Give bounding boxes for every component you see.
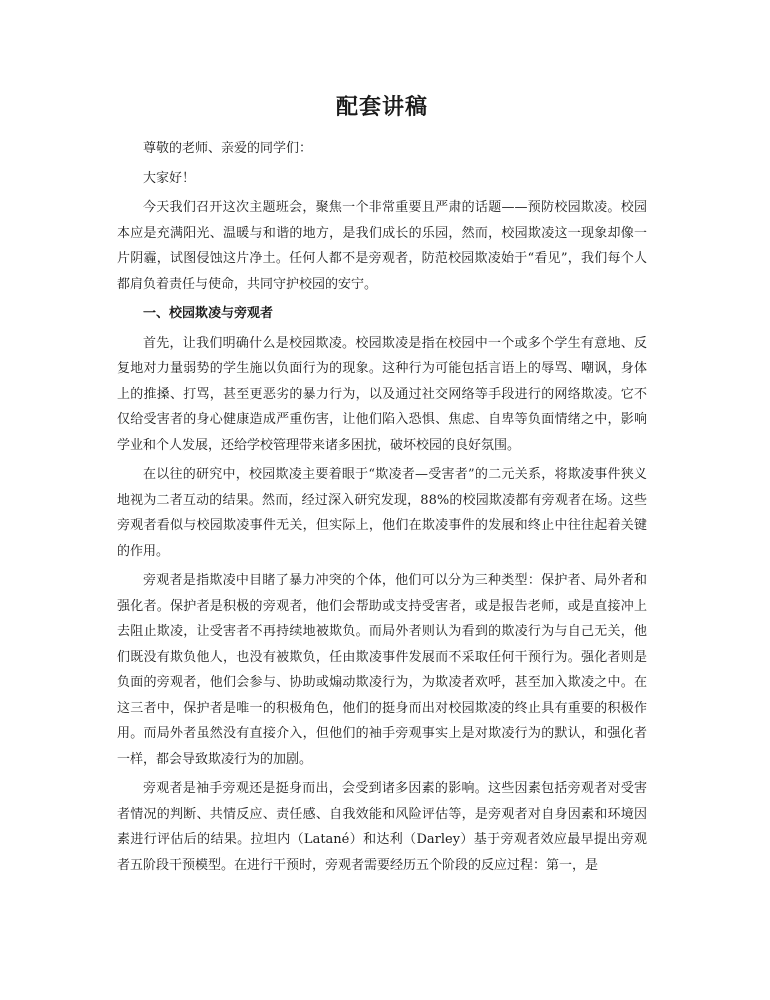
document-page — [117, 92, 647, 878]
paragraph-bystander-factors: 旁观者是袖手旁观还是挺身而出，会受到诸多因素的影响。这些因素包括旁观者对受害者情况的判断、共情反应、责任感、自我效能和风险评估等，是旁观者对自身因素和环境因素进行评估后的结果。拉坦内（Latané）和达利（Darley）基于旁观者效应最早提出旁观者五阶段干预模型。在进行干预时，旁观者需要经历五个阶段的反应过程：第一，是 — [117, 781, 647, 873]
salutation: 尊敬的老师、亲爱的同学们： — [143, 141, 313, 156]
paragraph-research: 在以往的研究中，校园欺凌主要着眼于“欺凌者—受害者”的二元关系，将欺凌事件狭义地视为二者互动的结果。然而，经过深入研究发现，88%的校园欺凌都有旁观者在场。这些旁观者看似与校园欺凌事件无关，但实际上，他们在欺凌事件的发展和终止中往往起着关键的作用。 — [117, 467, 647, 559]
greeting: 大家好！ — [143, 170, 196, 186]
paragraph-definition: 首先，让我们明确什么是校园欺凌。校园欺凌是指在校园中一个或多个学生有意地、反复地对力量弱势的学生施以负面行为的现象。这种行为可能包括言语上的辱骂、嘲讽，身体上的推搡、打骂，甚至更恶劣的暴力行为，以及通过社交网络等手段进行的网络欺凌。它不仅给受害者的身心健康造成严重伤害，让他们陷入恐惧、焦虑、自卑等负面情绪之中，影响学业和个人发展，还给学校管理带来诸多困扰，破坏校园的良好氛围。 — [117, 335, 647, 453]
paragraph-bystander-types: 旁观者是指欺凌中目睹了暴力冲突的个体，他们可以分为三种类型：保护者、局外者和强化者。保护者是积极的旁观者，他们会帮助或支持受害者，或是报告老师，或是直接冲上去阻止欺凌，让受害者不再持续地被欺负。而局外者则认为看到的欺凌行为与自己无关，他们既没有欺负他人，也没有被欺负，任由欺凌事件发展而不采取任何干预行为。强化者则是负面的旁观者，他们会参与、协助或煽动欺凌行为，为欺凌者欢呼，甚至加入欺凌之中。在这三者中，保护者是唯一的积极角色，他们的挺身而出对校园欺凌的终止具有重要的积极作用。而局外者虽然没有直接介入，但他们的袖手旁观事实上是对欺凌行为的默认，和强化者一样，都会导致欺凌行为的加剧。 — [117, 573, 647, 767]
document-title: 配套讲稿 — [335, 94, 428, 120]
intro-paragraph: 今天我们召开这次主题班会，聚焦一个非常重要且严肃的话题——预防校园欺凌。校园本应是充满阳光、温暖与和谐的地方，是我们成长的乐园，然而，校园欺凌这一现象却像一片阴霾，试图侵蚀这片净土。任何人都不是旁观者，防范校园欺凌始于“看见”，我们每个人都肩负着责任与使命，共同守护校园的安宁。 — [117, 200, 647, 292]
section-heading: 一、校园欺凌与旁观者 — [143, 306, 274, 321]
